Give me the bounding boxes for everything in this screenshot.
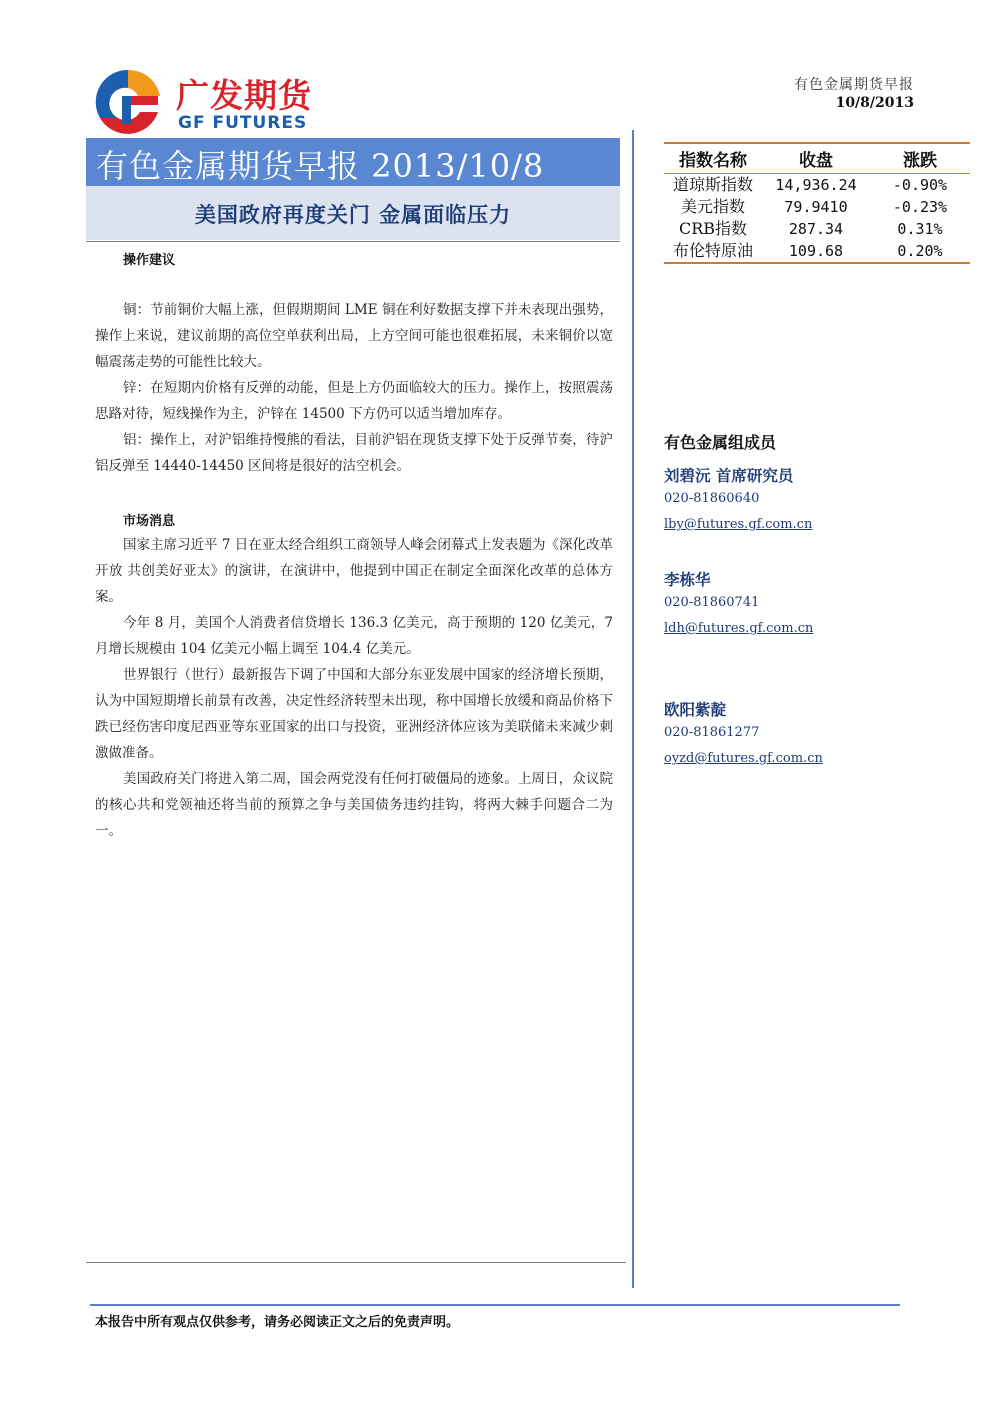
market-news-paragraph: 国家主席习近平 7 日在亚太经合组织工商领导人峰会闭幕式上发表题为《深化改革开放 共创美好亚太》的演讲，在演讲中，他提到中国正在制定全面深化改革的总体方案。 [95, 537, 613, 605]
content-bottom-rule [86, 1262, 626, 1263]
index-change: 0.31% [897, 220, 943, 238]
page-subtitle: 美国政府再度关门 金属面临压力 [194, 202, 512, 227]
market-news-paragraph: 美国政府关门将进入第二周，国会两党没有任何打破僵局的迹象。上周日，众议院的核心共和党领袖还将当前的预算之争与美国债务违约挂钩，将两大棘手问题合二为一。 [95, 771, 613, 839]
page-title: 有色金属期货早报 2013/10/8 [96, 147, 545, 185]
member-name: 李栋华 [664, 570, 711, 589]
gf-logo-icon [92, 66, 170, 136]
member-phone: 020-81860640 [664, 491, 760, 506]
index-change: -0.90% [892, 176, 948, 194]
operation-copy-paragraph: 铜：节前铜价大幅上涨，但假期期间 LME 铜在利好数据支撑下并未表现出强势，操作上来说，建议前期的高位空单获利出局，上方空间可能也很难拓展，未来铜价以宽幅震荡走势的可能性比较大。 [95, 302, 613, 370]
index-change: 0.20% [897, 242, 943, 260]
index-close: 14,936.24 [775, 176, 857, 194]
header-report-name: 有色金属期货早报 [794, 77, 914, 93]
gf-futures-logo [92, 66, 342, 136]
member-phone: 020-81861277 [664, 725, 760, 740]
index-name: CRB指数 [678, 219, 748, 238]
member-name: 欧阳紫靛 [664, 700, 727, 719]
col-header-index-name: 指数名称 [679, 151, 747, 171]
member-email-link[interactable]: oyzd@futures.gf.com.cn [664, 751, 823, 766]
col-header-change: 涨跌 [903, 151, 937, 171]
index-table-header [664, 143, 970, 174]
logo-name-cn: 广发期货 [176, 76, 312, 115]
index-name: 道琼斯指数 [672, 175, 753, 194]
index-change: -0.23% [892, 198, 948, 216]
market-news-paragraph: 世界银行（世行）最新报告下调了中国和大部分东亚发展中国家的经济增长预期，认为中国短期增长前景有改善，决定性经济转型未出现，称中国增长放缓和商品价格下跌已经伤害印度尼西亚等东亚国家的出口与投资，亚洲经济体应该为美联储未来减少刺激做准备。 [95, 667, 613, 761]
footer-disclaimer: 本报告中所有观点仅供参考，请务必阅读正文之后的免责声明。 [95, 1315, 460, 1330]
column-divider [632, 130, 634, 1288]
member-email-link[interactable]: lby@futures.gf.com.cn [664, 517, 813, 532]
title-banner [86, 138, 620, 186]
index-name: 美元指数 [680, 197, 745, 216]
member-email-link[interactable]: ldh@futures.gf.com.cn [664, 621, 814, 636]
subtitle-banner [86, 186, 620, 240]
operation-zinc-paragraph: 锌：在短期内价格有反弹的动能，但是上方仍面临较大的压力。操作上，按照震荡思路对待，短线操作为主，沪锌在 14500 下方仍可以适当增加库存。 [95, 380, 613, 422]
team-heading: 有色金属组成员 [664, 433, 777, 452]
operation-heading: 操作建议 [123, 253, 176, 268]
title-divider [86, 241, 620, 242]
member-phone: 020-81860741 [664, 595, 760, 610]
table-row [664, 240, 970, 263]
footer-rule [90, 1304, 900, 1306]
logo-name-en: GF FUTURES [178, 113, 308, 133]
member-name: 刘碧沅 首席研究员 [664, 466, 794, 485]
table-row [664, 196, 970, 218]
index-table [664, 142, 970, 264]
operation-aluminum-paragraph: 铝：操作上，对沪铝维持慢熊的看法，目前沪铝在现货支撑下处于反弹节奏，待沪铝反弹至 14440-14450 区间将是很好的沽空机会。 [95, 432, 613, 474]
index-name: 布伦特原油 [672, 241, 753, 260]
table-row [664, 174, 970, 197]
table-row [664, 218, 970, 240]
index-close: 287.34 [788, 220, 844, 238]
index-close: 109.68 [788, 242, 844, 260]
market-news-paragraph: 今年 8 月，美国个人消费者信贷增长 136.3 亿美元，高于预期的 120 亿美元，7 月增长规模由 104 亿美元小幅上调至 104.4 亿美元。 [95, 615, 613, 657]
index-close: 79.9410 [784, 198, 848, 216]
market-heading: 市场消息 [123, 514, 176, 529]
col-header-close: 收盘 [799, 151, 833, 171]
header-date: 10/8/2013 [835, 95, 914, 111]
